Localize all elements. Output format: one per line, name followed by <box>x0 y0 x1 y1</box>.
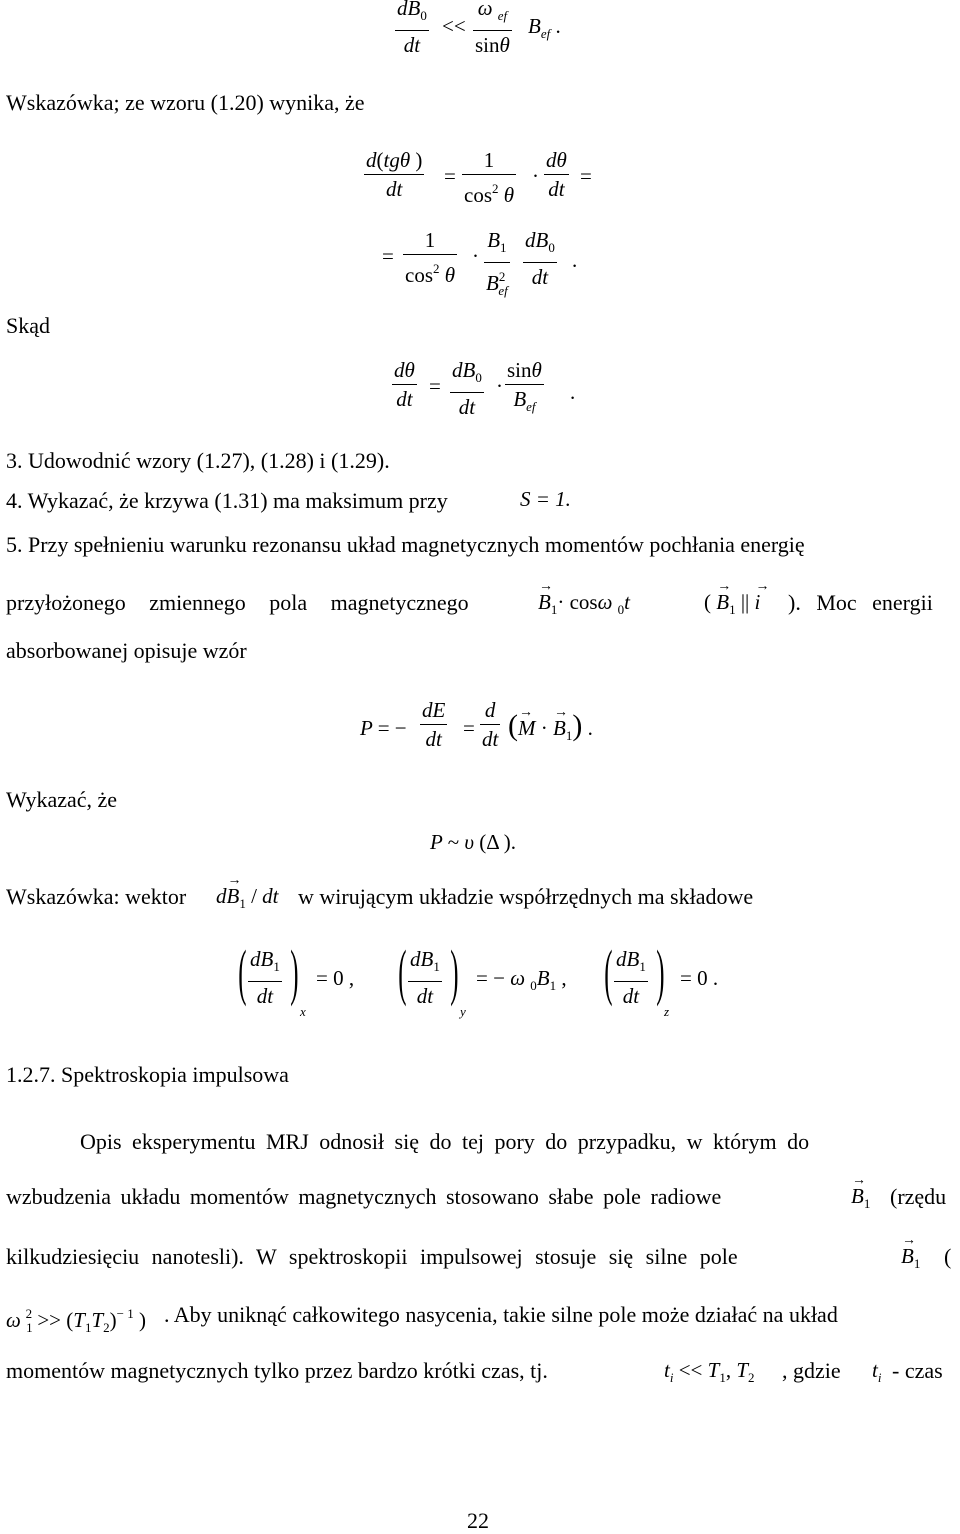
comp-z-sub: z <box>664 1004 670 1019</box>
eq-top-ll: << <box>442 14 466 38</box>
eq4-frac-dB0: $dB_0$ dt <box>452 358 482 419</box>
para-line5b: , gdzie <box>782 1358 841 1383</box>
comp-z-frac: $dB_1$ dt <box>616 947 646 1008</box>
page-number: 22 <box>467 1508 489 1533</box>
para-line5-ti: $t_i$ <box>872 1358 882 1385</box>
eq5-P: P = − <box>360 716 407 740</box>
comp-y-rparen: ) <box>450 939 459 1007</box>
eq-top-frac-omega: ω $_{ef}$ sinθ <box>475 0 510 57</box>
comp-x-frac: $dB_1$ dt <box>250 947 280 1008</box>
eq5-frac-dE: dE dt <box>422 698 446 751</box>
item5-line3: absorbowanej opisuje wzór <box>6 638 247 663</box>
eq3-frac-B1: $B_1$ $B^2_{ef}$ <box>486 228 508 298</box>
para-line3b: ( <box>944 1244 952 1269</box>
para-line4-math: ω $_1^2 >> (T_1T_2)^{- 1}$ ) <box>6 1306 146 1335</box>
eq3-frac-dB0: $dB_0$ dt <box>525 228 555 289</box>
eq4-frac-sin: sinθ $B_{ef}$ <box>507 358 542 414</box>
comp-x-lparen: ( <box>238 939 247 1007</box>
section-title: 1.2.7. Spektroskopia impulsowa <box>6 1062 289 1087</box>
eq4-eq: = <box>429 374 441 398</box>
eq5-frac-d: d dt <box>482 698 499 751</box>
eq3-eq: = <box>382 244 394 268</box>
eq2-dot: · <box>532 164 539 188</box>
comp-x-rparen: ) <box>290 939 299 1007</box>
eq6-P-prop: P ~ υ (Δ ). <box>430 830 517 854</box>
para-line5c: - czas <box>892 1358 943 1383</box>
para-line5-ti-math: $t_i << T_1$, $T_2$ <box>664 1358 755 1385</box>
eq2-frac-dtg: d(tgθ ) dt <box>366 148 423 201</box>
para-line3-B1: → $B_1$ <box>901 1244 920 1276</box>
para-line2b: (rzędu <box>890 1184 947 1209</box>
comp-z-eq: = 0 . <box>680 966 719 990</box>
item5-math-B1cos: → $B_1\cdot \cos\omega$ $_0$t <box>538 590 630 622</box>
eq5-eq: = <box>463 716 475 740</box>
eq2-eq1: = <box>444 164 456 188</box>
item4-text: 4. Wykazać, że krzywa (1.31) ma maksimum przy <box>6 488 448 513</box>
eq4-period: . <box>570 380 576 404</box>
wykazac-text: Wykazać, że <box>6 787 118 812</box>
item4-math: S = 1. <box>520 487 571 511</box>
item5-line2a: przyłożonego zmiennego pola magnetycznego <box>6 590 469 615</box>
comp-y-frac: $dB_1$ dt <box>410 947 440 1008</box>
comp-x-sub: x <box>300 1004 306 1019</box>
para-line2a: wzbudzenia układu momentów magnetycznych stosowano słabe pole radiowe <box>6 1184 722 1209</box>
para-line1: Opis eksperymentu MRJ odnosił się do tej pory do przypadku, w którym do <box>80 1129 810 1154</box>
comp-y-sub: y <box>460 1004 466 1019</box>
comp-z-rparen: ) <box>656 939 665 1007</box>
eq2-frac-dtheta: dθ dt <box>546 148 567 201</box>
eq4-dot: · <box>496 374 503 398</box>
para-line4b: . Aby uniknąć całkowitego nasycenia, takie silne pole może działać na układ <box>164 1302 838 1327</box>
hint2a-text: Wskazówka: wektor <box>6 884 187 909</box>
comp-x-eq: = 0 , <box>316 966 355 990</box>
eq5-paren-expr: (→ M · → $B_1$) . <box>508 714 593 748</box>
para-line3a: kilkudziesięciu nanotesli). W spektroskopii impulsowej stosuje się silne pole <box>6 1244 738 1269</box>
hint2-math: $d\to B_1$ / dt <box>216 884 279 916</box>
hint2b-text: w wirującym układzie współrzędnych ma składowe <box>298 884 754 909</box>
item5-math-parallel: ( → $B_1$ || → i <box>704 590 760 622</box>
item5-line1: 5. Przy spełnieniu warunku rezonansu układ magnetycznych momentów pochłania energię <box>6 532 805 557</box>
item3-text: 3. Udowodnić wzory (1.27), (1.28) i (1.29). <box>6 448 390 473</box>
comp-y-lparen: ( <box>398 939 407 1007</box>
para-line2-B1: → $B_1$ <box>851 1184 870 1216</box>
eq2-eq2: = <box>580 164 592 188</box>
hint1-text: Wskazówka; ze wzoru (1.20) wynika, że <box>6 90 365 115</box>
eq3-frac-cos: 1 $\cos^2 \theta$ <box>405 228 456 287</box>
eq2-frac-cos: 1 $\cos^2 \theta$ <box>464 148 515 207</box>
comp-y-eq: = − ω $_0B_1$ , <box>476 966 567 993</box>
eq3-dot: · <box>472 244 479 268</box>
eq3-period: . <box>572 248 578 272</box>
eq-top-Bef: $B_{ef}$ . <box>528 14 561 41</box>
skad-text: Skąd <box>6 313 50 338</box>
eq4-frac-dtheta: dθ dt <box>394 358 415 411</box>
para-line5a: momentów magnetycznych tylko przez bardzo krótki czas, tj. <box>6 1358 548 1383</box>
eq-top-frac-dB0dt: $dB_0$ dt <box>397 0 427 57</box>
comp-z-lparen: ( <box>604 939 613 1007</box>
item5-line2b: ). Moc energii <box>788 590 933 615</box>
